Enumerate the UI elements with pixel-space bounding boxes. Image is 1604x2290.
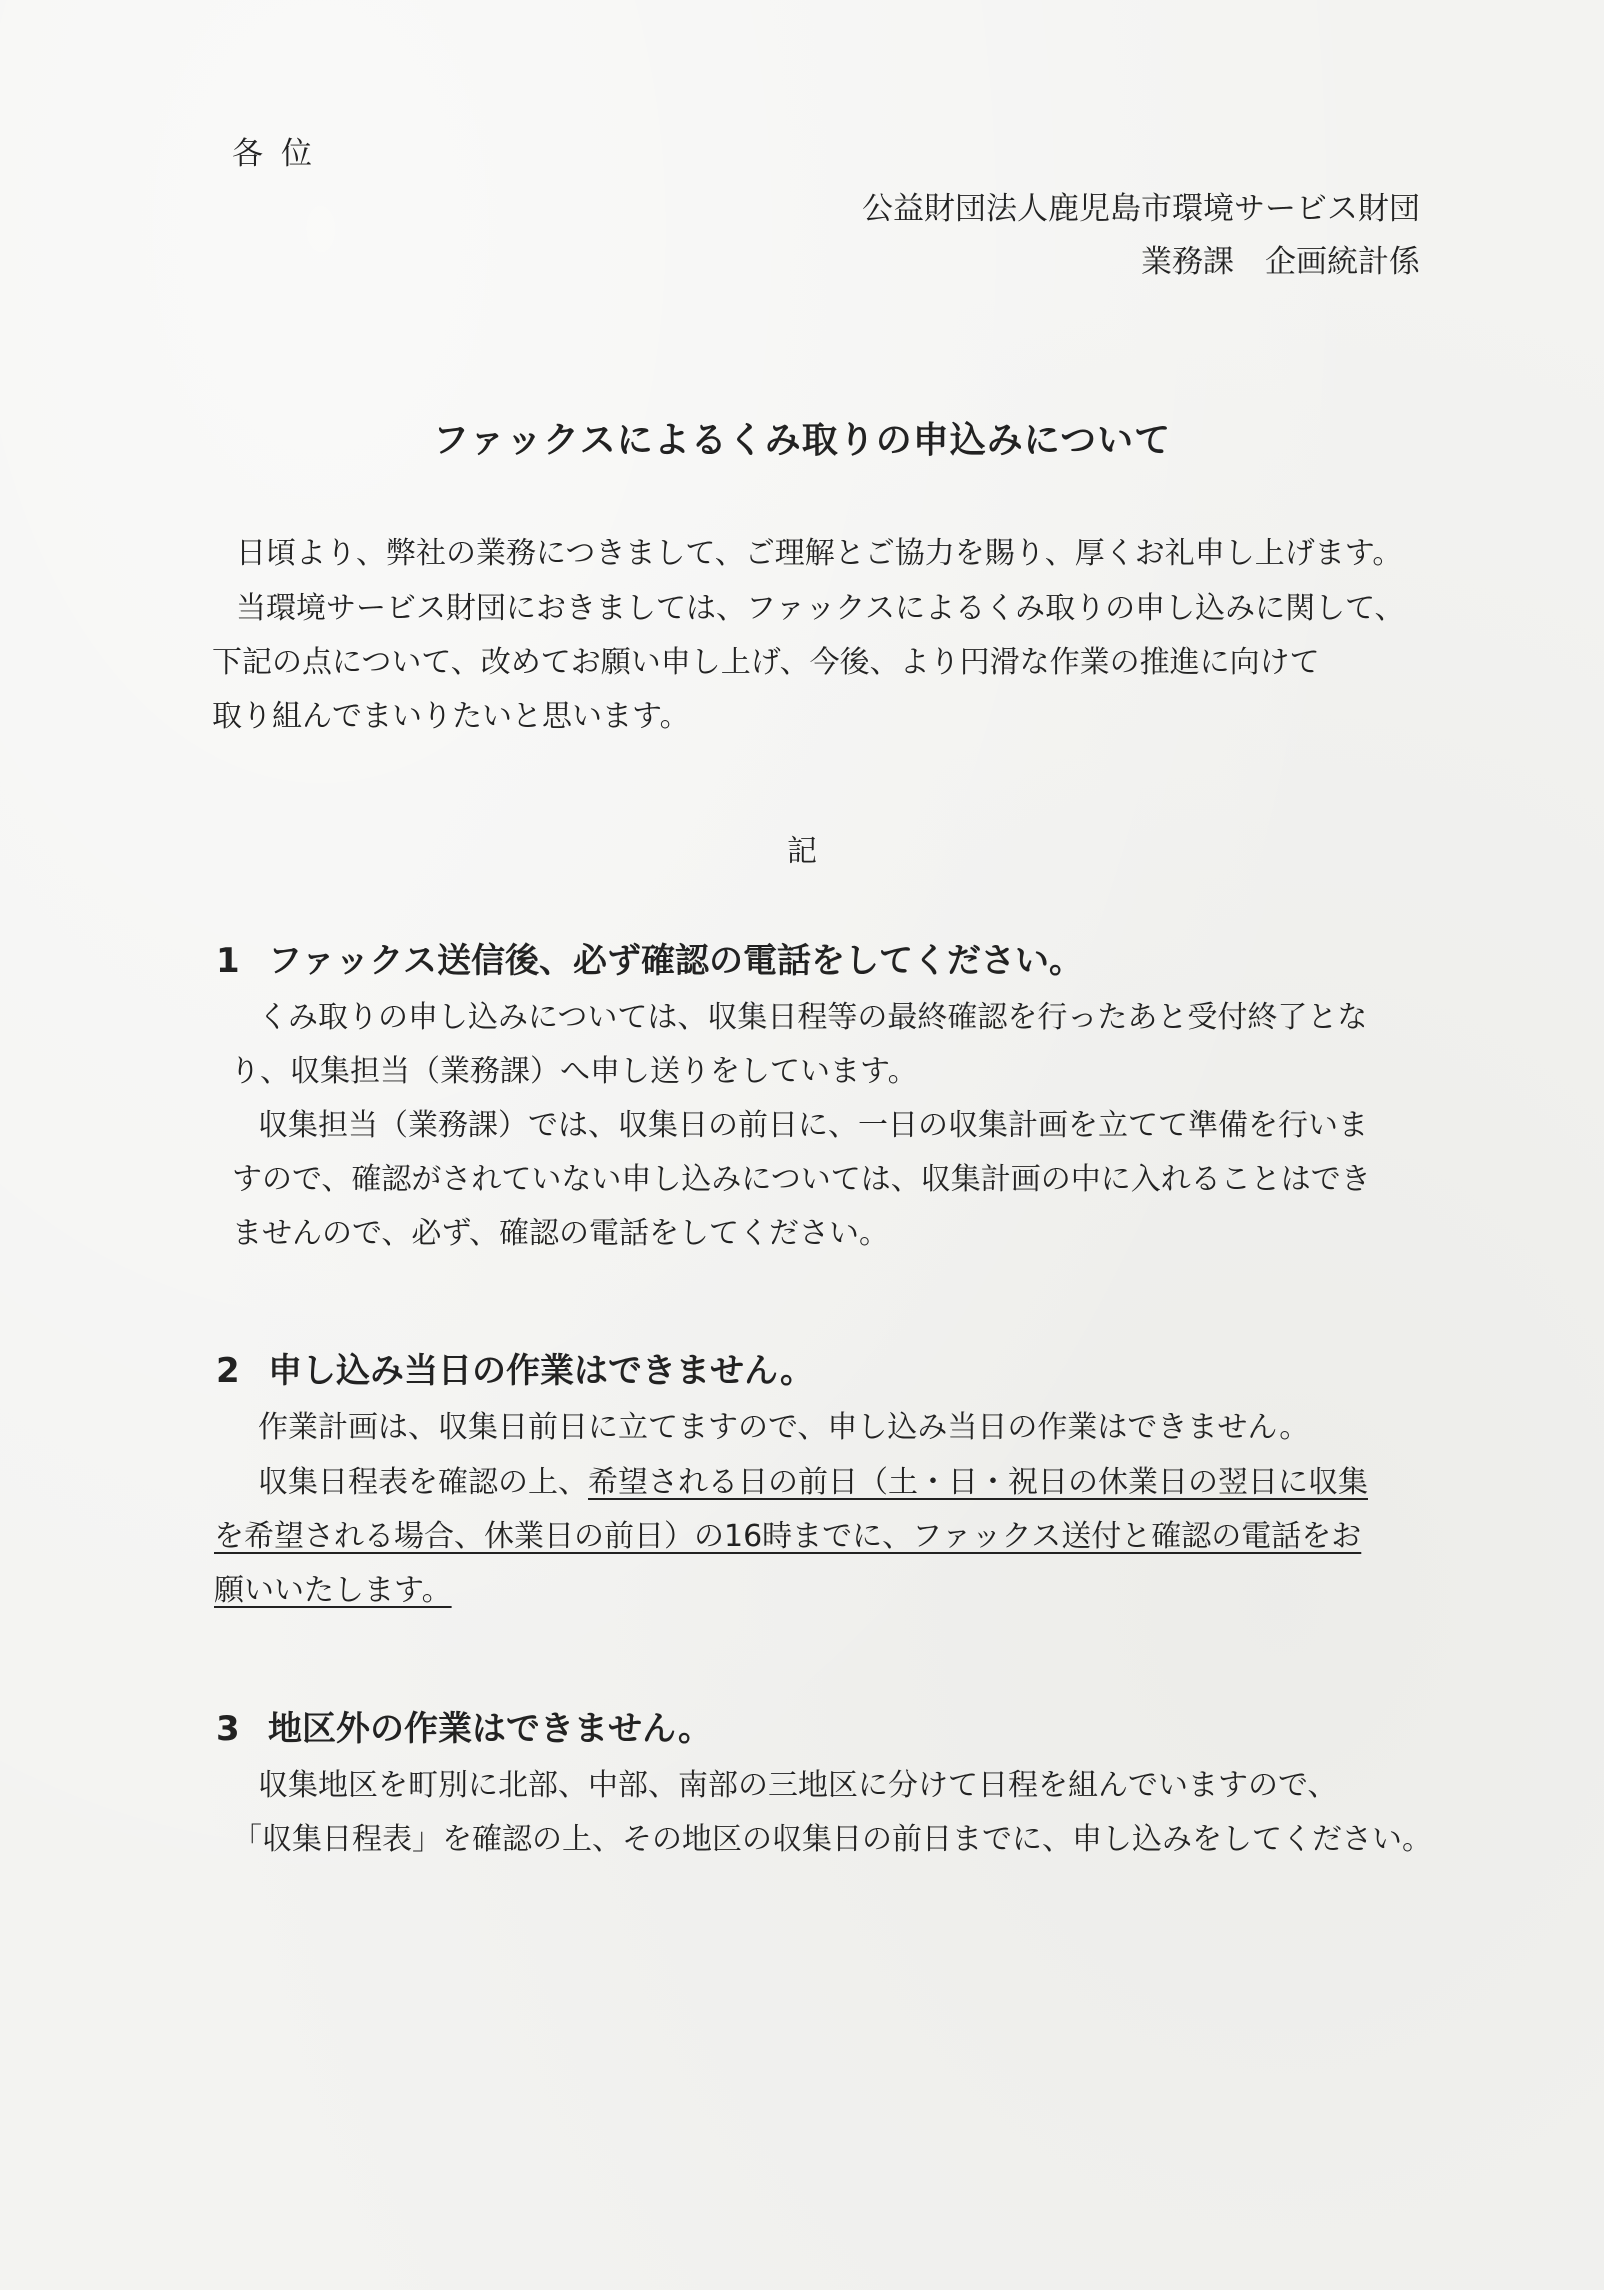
- section-heading: [216, 933, 1083, 982]
- section-number: 2: [216, 1351, 240, 1391]
- sender-department: 業務課 企画統計係: [1141, 244, 1420, 280]
- intro-line: 下記の点について、改めてお願い申し上げ、今後、より円滑な作業の推進に向けて: [212, 645, 1320, 680]
- section-number: 1: [216, 941, 240, 981]
- ki-marker: 記: [787, 834, 817, 869]
- intro-line: 当環境サービス財団におきましては、ファックスによるくみ取りの申し込みに関して、: [236, 591, 1405, 626]
- section-line: [258, 1457, 1368, 1501]
- section-line: 収集地区を町別に北部、中部、南部の三地区に分けて日程を組んでいますので、: [258, 1768, 1338, 1803]
- section-heading: [216, 1343, 814, 1392]
- deadline-text: 希望される日の前日（土・日・祝日の休業日の翌日に収集: [588, 1465, 1368, 1500]
- sender-organization: 公益財団法人鹿児島市環境サービス財団: [862, 191, 1420, 227]
- deadline-text: を希望される場合、休業日の前日）の16時までに、ファックス送付と確認の電話をお: [214, 1519, 1362, 1554]
- section-line: 収集担当（業務課）では、収集日の前日に、一日の収集計画を立てて準備を行いま: [258, 1108, 1368, 1143]
- section-title: ファックス送信後、必ず確認の電話をしてください。: [268, 941, 1083, 981]
- section-title: 地区外の作業はできません。: [268, 1709, 713, 1749]
- addressee: 各位: [232, 136, 330, 172]
- section-line: り、収集担当（業務課）へ申し送りをしています。: [230, 1054, 918, 1089]
- underline-prefix: 収集日程表を確認の上、: [258, 1465, 588, 1500]
- section-number: 3: [216, 1709, 240, 1749]
- intro-line: 取り組んでまいりたいと思います。: [212, 699, 690, 734]
- section-title: 申し込み当日の作業はできません。: [268, 1351, 815, 1391]
- intro-line: 日頃より、弊社の業務につきまして、ご理解とご協力を賜り、厚くお礼申し上げます。: [236, 536, 1403, 571]
- section-line: ませんので、必ず、確認の電話をしてください。: [232, 1216, 889, 1251]
- section-line: くみ取りの申し込みについては、収集日程等の最終確認を行ったあと受付終了とな: [258, 1000, 1368, 1035]
- deadline-text: 願いいたします。: [214, 1573, 452, 1608]
- document-title: ファックスによるくみ取りの申込みについて: [432, 420, 1172, 461]
- section-line: 作業計画は、収集日前日に立てますので、申し込み当日の作業はできません。: [258, 1410, 1310, 1445]
- section-heading: [216, 1701, 712, 1750]
- section-line: すので、確認がされていない申し込みについては、収集計画の中に入れることはでき: [232, 1162, 1371, 1197]
- section-line: 「収集日程表」を確認の上、その地区の収集日の前日までに、申し込みをしてください。: [232, 1822, 1432, 1857]
